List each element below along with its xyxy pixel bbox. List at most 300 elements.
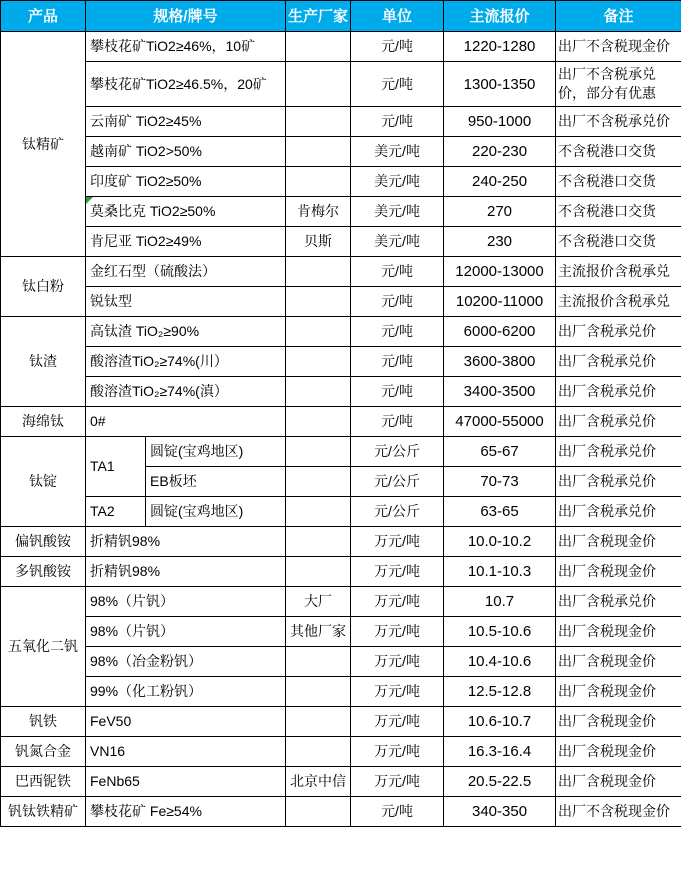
note-cell	[556, 407, 681, 437]
price-cell-text: 10200-11000	[455, 293, 544, 310]
spec-cell-text: FeNb65	[90, 773, 140, 789]
product-cell-text: 钒氮合金	[15, 743, 71, 759]
manufacturer-cell	[286, 407, 351, 437]
spec-cell	[86, 227, 286, 257]
manufacturer-cell	[286, 767, 351, 797]
table-row	[1, 197, 681, 227]
unit-cell-text: 美元/吨	[374, 173, 420, 189]
product-cell-text: 五氧化二钒	[8, 638, 78, 654]
manufacturer-cell	[286, 257, 351, 287]
product-cell	[1, 557, 86, 587]
spec-cell-text: 99%（化工粉钒）	[90, 683, 203, 699]
unit-cell-text: 万元/吨	[374, 563, 420, 579]
note-cell-text: 出厂不含税现金价	[558, 38, 671, 54]
note-cell	[556, 677, 681, 707]
price-cell	[444, 377, 556, 407]
price-table-body	[1, 32, 681, 827]
table-row	[1, 377, 681, 407]
note-cell-text: 出厂含税现金价	[558, 713, 657, 729]
product-cell	[1, 767, 86, 797]
unit-cell	[351, 197, 444, 227]
spec-cell	[86, 647, 286, 677]
note-cell-text: 主流报价含税承兑	[558, 293, 671, 309]
manufacturer-cell-text: 其他厂家	[290, 623, 347, 639]
note-cell	[556, 557, 681, 587]
table-row	[1, 677, 681, 707]
unit-cell	[351, 467, 444, 497]
unit-cell-text: 元/吨	[381, 38, 413, 54]
spec-cell	[86, 767, 286, 797]
note-cell-text: 出厂含税承兑价	[558, 413, 657, 429]
table-row	[1, 347, 681, 377]
table-row	[1, 497, 681, 527]
price-cell	[444, 737, 556, 767]
spec-cell	[86, 707, 286, 737]
unit-cell-text: 元/吨	[381, 293, 413, 309]
unit-cell-text: 元/吨	[381, 323, 413, 339]
note-cell	[556, 167, 681, 197]
header-unit: 单位	[351, 1, 444, 32]
product-cell	[1, 737, 86, 767]
unit-cell-text: 万元/吨	[374, 623, 420, 639]
price-cell-text: 6000-6200	[463, 323, 536, 340]
price-cell-text: 1220-1280	[463, 38, 536, 55]
note-cell-text: 出厂含税承兑价	[558, 593, 657, 609]
note-cell-text: 不含税港口交货	[558, 173, 657, 189]
price-cell-text: 950-1000	[467, 113, 532, 130]
table-row	[1, 62, 681, 107]
note-cell	[556, 197, 681, 227]
product-cell-text: 钛渣	[29, 353, 57, 369]
price-cell	[444, 197, 556, 227]
unit-cell	[351, 437, 444, 467]
spec-cell-text: 锐钛型	[90, 293, 132, 309]
spec-cell	[86, 257, 286, 287]
price-cell-text: 3600-3800	[463, 353, 536, 370]
table-row	[1, 797, 681, 827]
price-cell	[444, 617, 556, 647]
spec-cell-text: VN16	[90, 743, 126, 759]
spec-cell-text: 酸溶渣TiO₂≥74%(川）	[90, 353, 228, 369]
manufacturer-cell	[286, 587, 351, 617]
price-cell	[444, 167, 556, 197]
price-cell-text: 20.5-22.5	[467, 773, 532, 790]
unit-cell	[351, 737, 444, 767]
unit-cell	[351, 767, 444, 797]
table-row	[1, 767, 681, 797]
product-cell	[1, 527, 86, 557]
product-cell-text: 巴西铌铁	[15, 773, 71, 789]
spec-cell	[86, 167, 286, 197]
product-cell	[1, 707, 86, 737]
manufacturer-cell	[286, 437, 351, 467]
header-product: 产品	[1, 1, 86, 32]
price-cell-text: 3400-3500	[463, 383, 536, 400]
unit-cell	[351, 587, 444, 617]
price-cell	[444, 767, 556, 797]
table-row	[1, 617, 681, 647]
manufacturer-cell	[286, 197, 351, 227]
unit-cell-text: 万元/吨	[374, 593, 420, 609]
header-price: 主流报价	[444, 1, 556, 32]
product-cell-text: 偏钒酸铵	[15, 533, 71, 549]
note-cell	[556, 767, 681, 797]
grade-cell-text: TA1	[90, 458, 115, 474]
note-cell-text: 出厂含税承兑价	[558, 353, 657, 369]
price-cell-text: 270	[487, 203, 513, 220]
note-cell-text: 出厂含税承兑价	[558, 443, 657, 459]
unit-cell	[351, 407, 444, 437]
unit-cell	[351, 347, 444, 377]
spec-cell	[86, 197, 286, 227]
note-cell	[556, 287, 681, 317]
price-cell-text: 10.5-10.6	[467, 623, 532, 640]
unit-cell-text: 元/公斤	[374, 443, 420, 459]
note-cell-text: 出厂不含税承兑价	[558, 113, 671, 129]
price-cell-text: 220-230	[471, 143, 528, 160]
price-cell	[444, 257, 556, 287]
table-row	[1, 707, 681, 737]
note-cell-text: 出厂含税现金价	[558, 533, 657, 549]
note-cell-text: 出厂含税现金价	[558, 773, 657, 789]
note-cell	[556, 647, 681, 677]
grade-cell-text: TA2	[90, 503, 115, 519]
price-cell	[444, 317, 556, 347]
product-cell-text: 钒铁	[29, 713, 57, 729]
unit-cell-text: 万元/吨	[374, 683, 420, 699]
note-cell	[556, 617, 681, 647]
unit-cell	[351, 707, 444, 737]
table-row	[1, 227, 681, 257]
price-cell	[444, 677, 556, 707]
manufacturer-cell	[286, 527, 351, 557]
product-cell	[1, 32, 86, 257]
note-cell	[556, 497, 681, 527]
spec-cell-text: 折精钒98%	[90, 563, 161, 579]
manufacturer-cell	[286, 707, 351, 737]
note-cell	[556, 587, 681, 617]
manufacturer-cell	[286, 227, 351, 257]
note-cell-text: 不含税港口交货	[558, 203, 657, 219]
note-cell	[556, 227, 681, 257]
product-cell	[1, 407, 86, 437]
note-cell-text: 出厂含税现金价	[558, 653, 657, 669]
spec-cell-text: 高钛渣 TiO₂≥90%	[90, 323, 200, 339]
grade-cell	[86, 497, 146, 527]
spec-cell	[86, 407, 286, 437]
price-cell	[444, 32, 556, 62]
note-cell-text: 不含税港口交货	[558, 233, 657, 249]
spec-cell-text: 0#	[90, 413, 106, 429]
unit-cell	[351, 617, 444, 647]
spec-cell	[86, 347, 286, 377]
unit-cell-text: 万元/吨	[374, 653, 420, 669]
note-cell	[556, 32, 681, 62]
price-cell-text: 16.3-16.4	[467, 743, 532, 760]
spec-cell-text: 攀枝花矿TiO2≥46%，10矿	[90, 38, 256, 54]
spec-cell	[86, 137, 286, 167]
product-cell	[1, 797, 86, 827]
spec-cell-text: EB板坯	[150, 473, 197, 489]
price-cell	[444, 587, 556, 617]
manufacturer-cell	[286, 347, 351, 377]
manufacturer-cell-text: 贝斯	[304, 233, 333, 249]
unit-cell	[351, 167, 444, 197]
price-cell	[444, 287, 556, 317]
manufacturer-cell-text: 北京中信	[290, 773, 347, 789]
note-cell-text: 出厂含税现金价	[558, 623, 657, 639]
unit-cell	[351, 137, 444, 167]
manufacturer-cell	[286, 467, 351, 497]
spec-cell	[86, 797, 286, 827]
price-cell-text: 10.4-10.6	[467, 653, 532, 670]
table-row	[1, 527, 681, 557]
manufacturer-cell	[286, 287, 351, 317]
price-cell	[444, 497, 556, 527]
price-cell-text: 10.1-10.3	[467, 563, 532, 580]
header-spec: 规格/牌号	[86, 1, 286, 32]
spec-cell-text: 酸溶渣TiO₂≥74%(滇）	[90, 383, 228, 399]
price-cell-text: 340-350	[471, 803, 528, 820]
unit-cell	[351, 107, 444, 137]
unit-cell	[351, 557, 444, 587]
unit-cell	[351, 227, 444, 257]
spec-cell-text: 莫桑比克 TiO2≥50%	[90, 203, 216, 219]
table-row	[1, 317, 681, 347]
note-cell-text: 出厂含税现金价	[558, 683, 657, 699]
price-cell-text: 70-73	[480, 473, 519, 490]
unit-cell	[351, 677, 444, 707]
table-row	[1, 167, 681, 197]
spec-cell	[86, 557, 286, 587]
unit-cell-text: 美元/吨	[374, 233, 420, 249]
unit-cell	[351, 257, 444, 287]
price-cell	[444, 407, 556, 437]
manufacturer-cell	[286, 137, 351, 167]
unit-cell-text: 万元/吨	[374, 533, 420, 549]
price-cell-text: 65-67	[480, 443, 519, 460]
unit-cell-text: 元/吨	[381, 803, 413, 819]
unit-cell	[351, 377, 444, 407]
unit-cell-text: 美元/吨	[374, 203, 420, 219]
price-cell	[444, 707, 556, 737]
spec-cell	[86, 62, 286, 107]
product-cell-text: 多钒酸铵	[15, 563, 71, 579]
price-cell-text: 12.5-12.8	[467, 683, 532, 700]
spec-cell	[86, 317, 286, 347]
manufacturer-cell	[286, 497, 351, 527]
spec-cell	[86, 287, 286, 317]
note-cell	[556, 707, 681, 737]
spec-cell	[86, 587, 286, 617]
unit-cell-text: 元/吨	[381, 353, 413, 369]
price-cell	[444, 62, 556, 107]
cell-comment-flag-icon	[86, 197, 93, 204]
unit-cell-text: 万元/吨	[374, 713, 420, 729]
spec-cell-text: 98%（片钒）	[90, 593, 175, 609]
unit-cell-text: 美元/吨	[374, 143, 420, 159]
price-cell-text: 1300-1350	[463, 75, 536, 93]
spec-cell	[86, 617, 286, 647]
note-cell	[556, 737, 681, 767]
note-cell-text: 出厂不含税承兑价，部分有优惠	[558, 66, 657, 101]
spec-cell-text: 云南矿 TiO2≥45%	[90, 113, 202, 129]
spec-cell-text: 印度矿 TiO2≥50%	[90, 173, 202, 189]
price-cell	[444, 557, 556, 587]
spec-cell-text: 肯尼亚 TiO2≥49%	[90, 233, 202, 249]
table-row	[1, 32, 681, 62]
table-row	[1, 557, 681, 587]
unit-cell-text: 元/吨	[381, 75, 413, 92]
note-cell	[556, 437, 681, 467]
note-cell-text: 出厂含税承兑价	[558, 323, 657, 339]
unit-cell-text: 元/吨	[381, 263, 413, 279]
manufacturer-cell	[286, 647, 351, 677]
product-cell	[1, 257, 86, 317]
price-cell-text: 230	[487, 233, 513, 250]
table-row	[1, 107, 681, 137]
price-cell	[444, 527, 556, 557]
note-cell	[556, 107, 681, 137]
manufacturer-cell	[286, 32, 351, 62]
table-row	[1, 587, 681, 617]
spec-cell	[146, 467, 286, 497]
spec-cell-text: 折精钒98%	[90, 533, 161, 549]
spec-cell	[86, 107, 286, 137]
unit-cell-text: 元/吨	[381, 113, 413, 129]
product-cell	[1, 437, 86, 527]
table-row	[1, 737, 681, 767]
price-cell	[444, 137, 556, 167]
note-cell	[556, 62, 681, 107]
manufacturer-cell	[286, 107, 351, 137]
table-row	[1, 137, 681, 167]
manufacturer-cell	[286, 677, 351, 707]
product-cell	[1, 587, 86, 707]
spec-cell-text: 攀枝花矿 Fe≥54%	[90, 803, 202, 819]
spec-cell-text: 圆锭(宝鸡地区)	[150, 503, 244, 519]
unit-cell	[351, 62, 444, 107]
unit-cell-text: 元/公斤	[374, 473, 420, 489]
unit-cell	[351, 287, 444, 317]
price-cell	[444, 647, 556, 677]
header-note: 备注	[556, 1, 681, 32]
manufacturer-cell	[286, 317, 351, 347]
spec-cell	[86, 737, 286, 767]
spec-cell	[86, 32, 286, 62]
spec-cell-text: 越南矿 TiO2>50%	[90, 143, 202, 159]
table-row	[1, 257, 681, 287]
unit-cell-text: 万元/吨	[374, 743, 420, 759]
price-cell	[444, 467, 556, 497]
note-cell-text: 主流报价含税承兑	[558, 263, 671, 279]
note-cell-text: 出厂不含税现金价	[558, 803, 671, 819]
price-cell-text: 10.7	[484, 593, 515, 610]
spec-cell	[86, 677, 286, 707]
unit-cell	[351, 797, 444, 827]
note-cell-text: 出厂含税承兑价	[558, 473, 657, 489]
price-cell-text: 10.0-10.2	[467, 533, 532, 550]
price-cell-text: 10.6-10.7	[467, 713, 532, 730]
note-cell	[556, 527, 681, 557]
unit-cell	[351, 647, 444, 677]
spec-cell-text: 金红石型（硫酸法）	[90, 263, 216, 279]
table-row	[1, 437, 681, 467]
manufacturer-cell	[286, 557, 351, 587]
product-cell-text: 钛精矿	[22, 135, 64, 152]
spec-cell-text: 攀枝花矿TiO2≥46.5%，20矿	[90, 75, 267, 92]
spec-cell-text: FeV50	[90, 713, 132, 729]
product-cell	[1, 317, 86, 407]
product-cell-text: 钛白粉	[22, 278, 64, 294]
note-cell	[556, 137, 681, 167]
manufacturer-cell-text: 大厂	[304, 593, 333, 609]
spec-cell	[146, 437, 286, 467]
price-cell	[444, 347, 556, 377]
table-row	[1, 647, 681, 677]
note-cell	[556, 317, 681, 347]
price-cell	[444, 227, 556, 257]
note-cell-text: 不含税港口交货	[558, 143, 657, 159]
manufacturer-cell	[286, 737, 351, 767]
manufacturer-cell	[286, 797, 351, 827]
spec-cell	[86, 527, 286, 557]
unit-cell	[351, 497, 444, 527]
unit-cell	[351, 527, 444, 557]
header-manufacturer: 生产厂家	[286, 1, 351, 32]
note-cell-text: 出厂含税承兑价	[558, 383, 657, 399]
price-cell-text: 63-65	[480, 503, 519, 520]
unit-cell-text: 元/吨	[381, 383, 413, 399]
spec-cell	[86, 377, 286, 407]
unit-cell-text: 元/公斤	[374, 503, 420, 519]
price-cell-text: 12000-13000	[455, 263, 544, 280]
manufacturer-cell	[286, 167, 351, 197]
price-cell	[444, 107, 556, 137]
table-row	[1, 287, 681, 317]
unit-cell-text: 万元/吨	[374, 773, 420, 789]
unit-cell-text: 元/吨	[381, 413, 413, 429]
grade-cell	[86, 437, 146, 497]
note-cell-text: 出厂含税承兑价	[558, 503, 657, 519]
header-row	[1, 1, 681, 32]
note-cell	[556, 257, 681, 287]
manufacturer-cell	[286, 62, 351, 107]
note-cell-text: 出厂含税现金价	[558, 563, 657, 579]
note-cell-text: 出厂含税现金价	[558, 743, 657, 759]
manufacturer-cell-text: 肯梅尔	[297, 203, 340, 219]
spec-cell-text: 圆锭(宝鸡地区)	[150, 443, 244, 459]
manufacturer-cell	[286, 617, 351, 647]
manufacturer-cell	[286, 377, 351, 407]
product-cell-text: 海绵钛	[22, 413, 64, 429]
unit-cell	[351, 317, 444, 347]
note-cell	[556, 467, 681, 497]
note-cell	[556, 797, 681, 827]
price-cell	[444, 797, 556, 827]
price-cell	[444, 437, 556, 467]
price-cell-text: 240-250	[471, 173, 528, 190]
price-cell-text: 47000-55000	[455, 413, 544, 430]
product-cell-text: 钛锭	[29, 473, 57, 489]
note-cell	[556, 347, 681, 377]
note-cell	[556, 377, 681, 407]
product-cell-text: 钒钛铁精矿	[8, 803, 78, 819]
table-row	[1, 407, 681, 437]
spec-cell-text: 98%（片钒）	[90, 623, 175, 639]
unit-cell	[351, 32, 444, 62]
spec-cell-text: 98%（冶金粉钒）	[90, 653, 203, 669]
